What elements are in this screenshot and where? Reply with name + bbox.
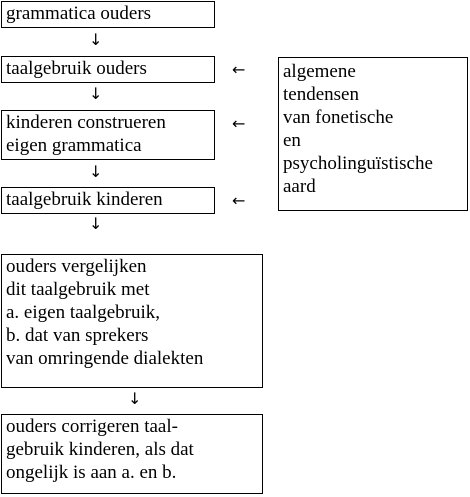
box-text: eigen grammatica xyxy=(6,135,142,156)
box-text: ouders vergelijken xyxy=(6,256,147,277)
arrow-down-4: ↓ xyxy=(89,214,103,233)
box-text: van fonetische xyxy=(283,107,394,128)
box-taalgebruik-ouders xyxy=(1,56,215,83)
box-ouders-vergelijken xyxy=(1,254,263,388)
box-text: ongelijk is aan a. en b. xyxy=(6,462,177,483)
box-text: algemene xyxy=(283,61,356,82)
box-text: psycholinguïstische xyxy=(283,153,433,174)
box-ouders-corrigeren xyxy=(1,414,263,494)
box-kinderen-construeren xyxy=(1,110,215,160)
box-text: dit taalgebruik met xyxy=(6,279,150,300)
box-text: gebruik kinderen, als dat xyxy=(6,439,194,460)
box-grammatica-ouders xyxy=(1,1,215,28)
box-text: taalgebruik ouders xyxy=(6,58,147,79)
arrow-down-3: ↓ xyxy=(89,162,103,181)
arrow-left-3: ← xyxy=(232,191,246,210)
box-text: aard xyxy=(283,176,316,197)
box-text: ouders corrigeren taal- xyxy=(6,416,178,437)
box-text: taalgebruik kinderen xyxy=(6,189,163,210)
box-text: kinderen construeren xyxy=(6,112,166,133)
box-algemene-tendensen xyxy=(278,57,468,211)
arrow-down-5: ↓ xyxy=(128,389,142,408)
box-text: tendensen xyxy=(283,84,359,105)
box-text: b. dat van sprekers xyxy=(6,325,149,346)
box-text: grammatica ouders xyxy=(6,3,152,24)
arrow-left-1: ← xyxy=(232,60,246,79)
arrow-left-2: ← xyxy=(232,114,246,133)
arrow-down-2: ↓ xyxy=(89,84,103,103)
arrow-down-1: ↓ xyxy=(89,30,103,49)
box-taalgebruik-kinderen xyxy=(1,187,215,214)
box-text: en xyxy=(283,130,301,151)
box-text: van omringende dialekten xyxy=(6,348,204,369)
box-text: a. eigen taalgebruik, xyxy=(6,302,161,323)
